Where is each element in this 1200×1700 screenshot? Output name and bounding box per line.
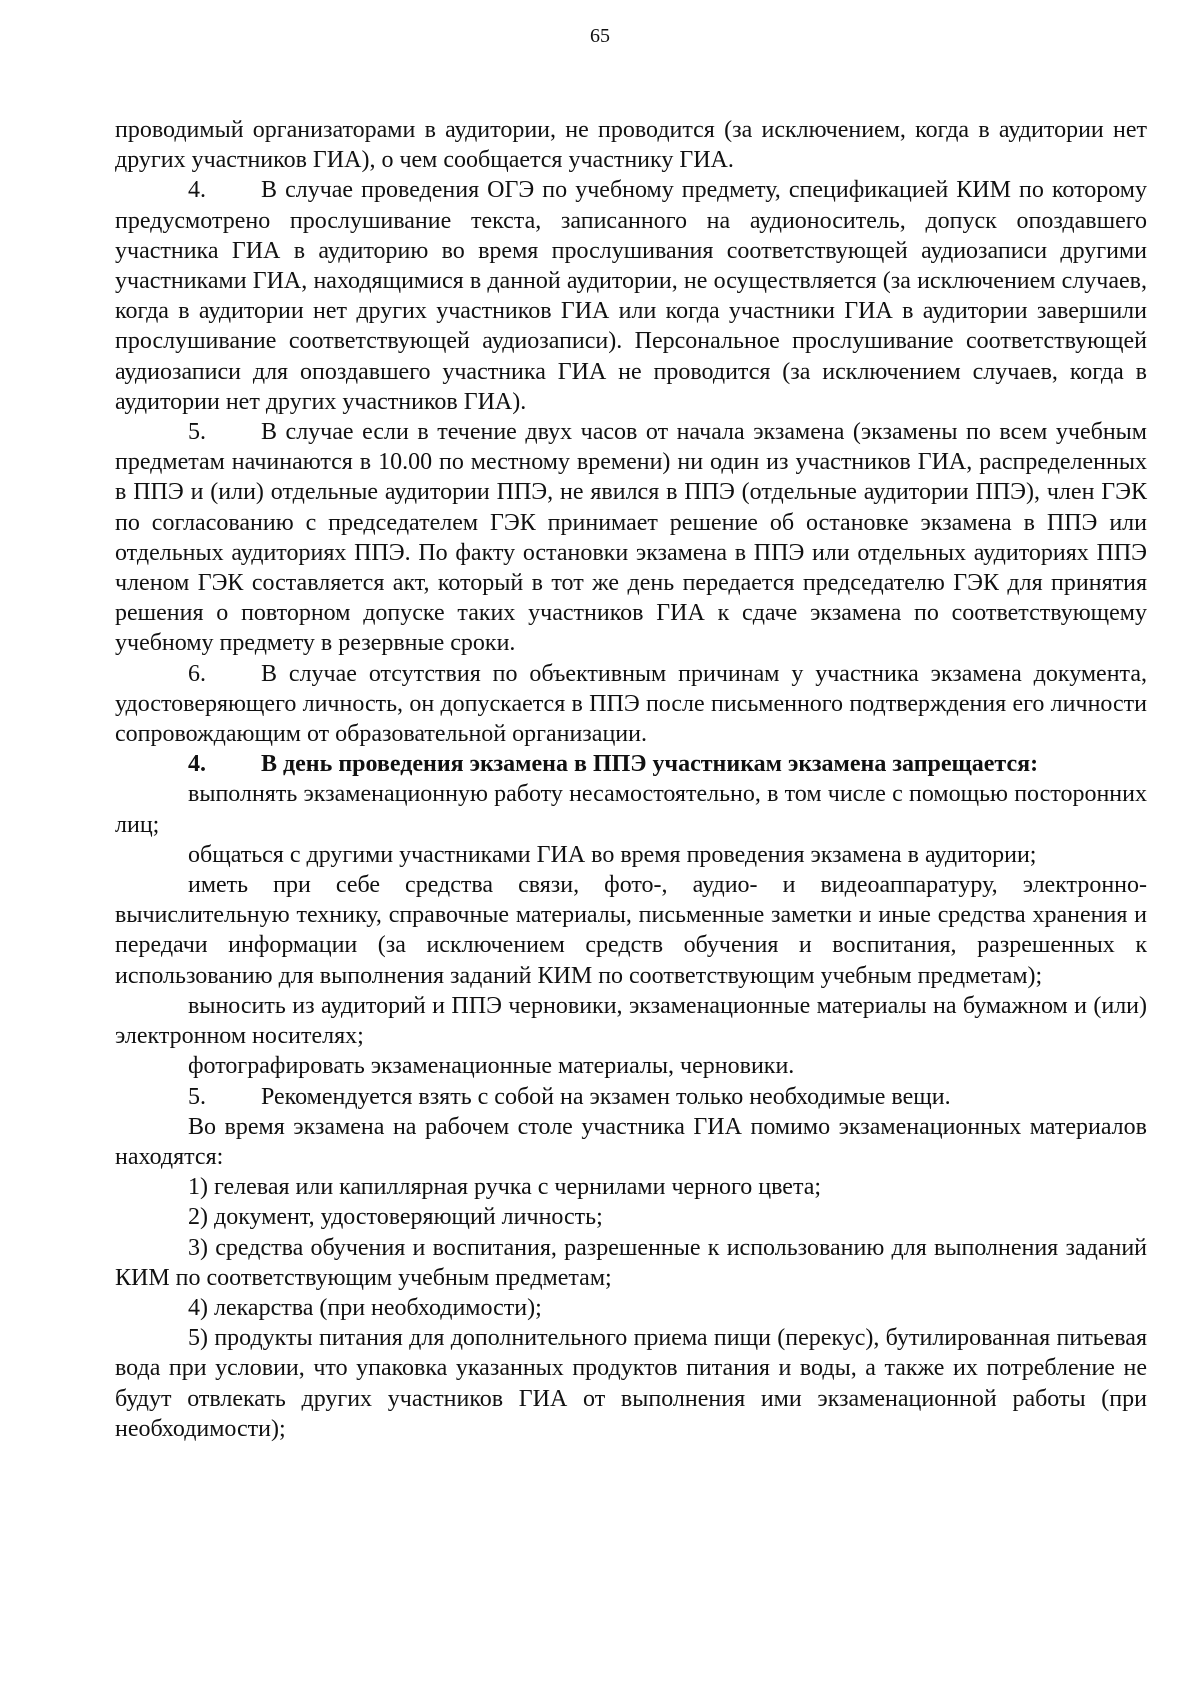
section-heading-4 <box>115 749 1147 779</box>
prohibition-item: общаться с другими участниками ГИА во время проведения экзамена в аудитории; <box>188 841 1037 868</box>
heading-text: В день проведения экзамена в ППЭ участникам экзамена запрещается: <box>261 751 1039 778</box>
item-number: 5. <box>188 419 206 446</box>
paragraph-item-6 <box>115 659 1147 750</box>
item-number: 4. <box>188 177 206 204</box>
prohibition-item: выносить из аудиторий и ППЭ черновики, экзаменационные материалы на бумажном и (или) электронном носителях; <box>115 992 1147 1050</box>
paragraph-text: В случае проведения ОГЭ по учебному предмету, спецификацией КИМ по которому предусмотрено прослушивание текста, записанного на аудионоситель, допуск опоздавшего участника ГИА в аудиторию во время прослушивания соответствующей аудиозаписи другими участниками ГИА, находящимися в данной аудитории, не осуществляется (за исключением случаев, когда в аудитории нет других участников ГИА или когда участники ГИА в аудитории завершили прослушивание соответствующей аудиозаписи). Персональное прослушивание соответствующей аудиозаписи для опоздавшего участника ГИА не проводится (за исключением случаев, когда в аудитории нет других участников ГИА). <box>115 177 1147 415</box>
paragraph-item-4 <box>115 175 1147 417</box>
list-item: 4) лекарства (при необходимости); <box>188 1294 542 1321</box>
document-body <box>115 115 1147 1444</box>
prohibition-item: фотографировать экзаменационные материалы, черновики. <box>188 1053 795 1080</box>
heading-number: 4. <box>188 751 206 778</box>
paragraph-text: Рекомендуется взять с собой на экзамен только необходимые вещи. <box>261 1083 951 1110</box>
paragraph-item-5-recommendation <box>115 1082 1147 1112</box>
paragraph-text: В случае если в течение двух часов от начала экзамена (экзамены по всем учебным предметам начинаются в 10.00 по местному времени) ни один из участников ГИА, распределенных в ППЭ и (или) отдельные аудитории ППЭ, не явился в ППЭ (отдельные аудитории ППЭ), член ГЭК по согласованию с председателем ГЭК принимает решение об остановке экзамена в ППЭ или отдельных аудиториях ППЭ. По факту остановки экзамена в ППЭ или отдельных аудиториях ППЭ членом ГЭК составляется акт, который в тот же день передается председателю ГЭК для принятия решения о повторном допуске таких участников ГИА к сдаче экзамена по соответствующему учебному предмету в резервные сроки. <box>115 419 1147 657</box>
list-item: 1) гелевая или капиллярная ручка с чернилами черного цвета; <box>188 1174 822 1201</box>
paragraph-item-5 <box>115 417 1147 659</box>
prohibition-item: выполнять экзаменационную работу несамостоятельно, в том числе с помощью посторонних лиц; <box>115 781 1147 838</box>
list-item: 5) продукты питания для дополнительного приема пищи (перекус), бутилированная питьевая вода при условии, что упаковка указанных продуктов питания и воды, а также их потребление не будут отвлекать других участников ГИА от выполнения ими экзаменационной работы (при необходимости); <box>115 1325 1147 1442</box>
paragraph-desk-items-intro: Во время экзамена на рабочем столе участника ГИА помимо экзаменационных материалов находятся: <box>115 1113 1147 1170</box>
list-item: 3) средства обучения и воспитания, разрешенные к использованию для выполнения заданий КИМ по соответствующим учебным предметам; <box>115 1234 1147 1291</box>
paragraph-text: В случае отсутствия по объективным причинам у участника экзамена документа, удостоверяющего личность, он допускается в ППЭ после письменного подтверждения его личности сопровождающим от образовательной организации. <box>115 660 1147 748</box>
item-number: 5. <box>188 1083 206 1110</box>
list-item: 2) документ, удостоверяющий личность; <box>188 1204 603 1231</box>
page-number: 65 <box>590 25 610 47</box>
paragraph-continuation: проводимый организаторами в аудитории, не проводится (за исключением, когда в аудитории нет других участников ГИА), о чем сообщается участнику ГИА. <box>115 117 1147 174</box>
item-number: 6. <box>188 660 206 687</box>
prohibition-item: иметь при себе средства связи, фото-, аудио- и видеоаппаратуру, электронно-вычислительную технику, справочные материалы, письменные заметки и иные средства хранения и передачи информации (за исключением средств обучения и воспитания, разрешенных к использованию для выполнения заданий КИМ по соответствующим учебным предметам); <box>115 872 1147 989</box>
